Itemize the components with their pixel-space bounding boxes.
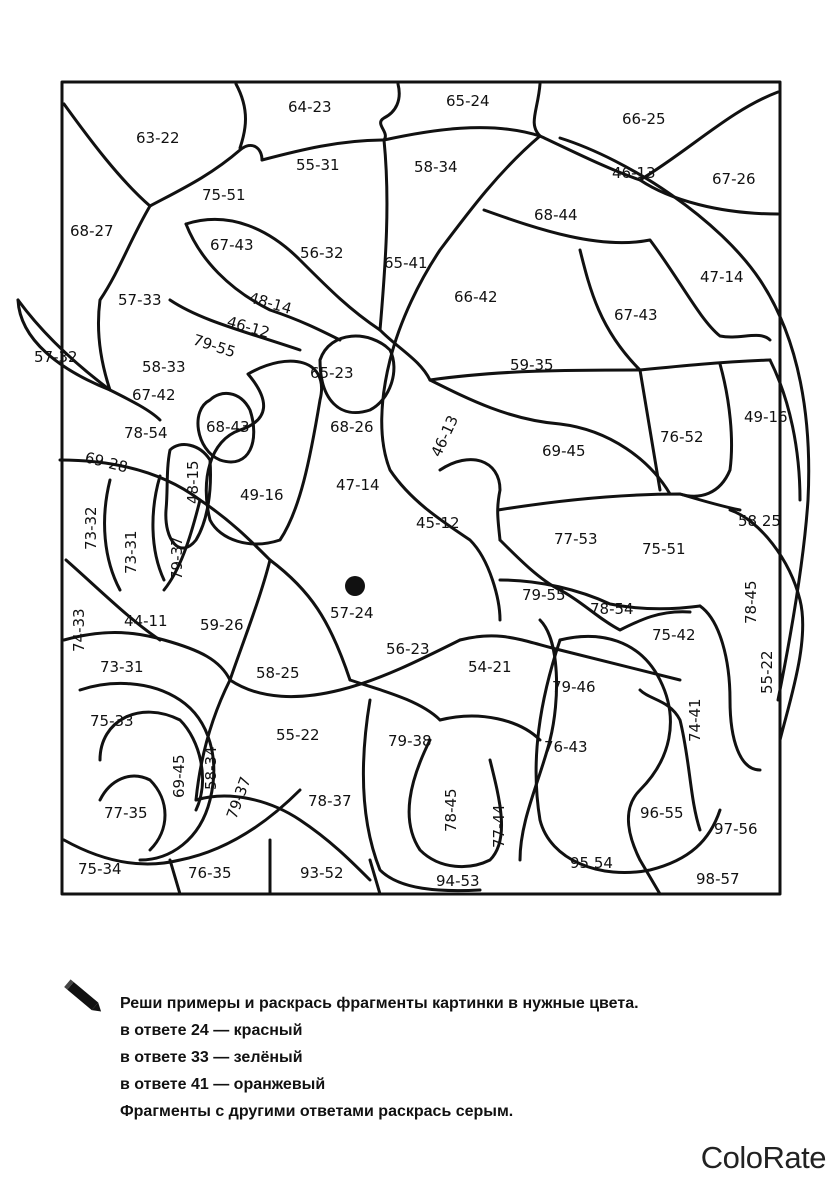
cell-label: 49-16 bbox=[744, 408, 788, 426]
cell-label: 73-32 bbox=[82, 506, 100, 550]
cell-label: 64-23 bbox=[288, 98, 332, 116]
cell-label: 66-25 bbox=[622, 110, 666, 128]
cell-label: 54-21 bbox=[468, 658, 512, 676]
cell-label: 45-12 bbox=[416, 514, 460, 532]
cell-label: 79-55 bbox=[522, 586, 566, 604]
cell-label: 79-46 bbox=[552, 678, 596, 696]
cell-label: 48-15 bbox=[184, 460, 202, 504]
cell-label: 57-32 bbox=[34, 348, 78, 366]
cell-label: 67-26 bbox=[712, 170, 756, 188]
cell-label: 65-23 bbox=[310, 364, 354, 382]
cell-label: 69-45 bbox=[170, 754, 188, 798]
cell-label: 68-43 bbox=[206, 418, 250, 436]
cell-label: 58 25 bbox=[738, 512, 781, 530]
cell-label: 55-31 bbox=[296, 156, 340, 174]
instruction-line: в ответе 41 — оранжевый bbox=[120, 1076, 326, 1093]
cell-label: 75-34 bbox=[78, 860, 122, 878]
cell-label: 68-27 bbox=[70, 222, 114, 240]
cell-label: 76-35 bbox=[188, 864, 232, 882]
cell-label: 48-14 bbox=[246, 288, 294, 318]
cell-label: 77-53 bbox=[554, 530, 598, 548]
cell-label: 77-35 bbox=[104, 804, 148, 822]
cell-label: 78-54 bbox=[590, 600, 634, 618]
cell-label: 69-28 bbox=[83, 448, 130, 477]
cell-label: 94-53 bbox=[436, 872, 480, 890]
cell-label: 56-23 bbox=[386, 640, 430, 658]
cell-label: 47-14 bbox=[700, 268, 744, 286]
cell-label: 58-34 bbox=[202, 746, 220, 790]
instruction-line: в ответе 33 — зелёный bbox=[120, 1049, 303, 1066]
cell-label: 78-45 bbox=[742, 580, 760, 624]
cell-label: 57-24 bbox=[330, 604, 374, 622]
cell-label: 96-55 bbox=[640, 804, 684, 822]
cell-label: 78-54 bbox=[124, 424, 168, 442]
cell-label: 55-22 bbox=[758, 650, 776, 694]
cell-label: 56-32 bbox=[300, 244, 344, 262]
cell-label: 79-55 bbox=[190, 330, 238, 362]
cell-label: 74-33 bbox=[70, 608, 88, 652]
pencil-icon bbox=[62, 975, 108, 1021]
cell-label: 59-26 bbox=[200, 616, 244, 634]
cell-label: 55-22 bbox=[276, 726, 320, 744]
cell-label: 98-57 bbox=[696, 870, 740, 888]
cell-label: 66-42 bbox=[454, 288, 498, 306]
instruction-lines bbox=[120, 990, 639, 1125]
cell-label: 95 54 bbox=[570, 854, 613, 872]
cell-label: 93-52 bbox=[300, 864, 344, 882]
cell-label: 75-42 bbox=[652, 626, 696, 644]
eye-dot bbox=[345, 576, 365, 596]
cell-label: 75-51 bbox=[202, 186, 246, 204]
cell-label: 57-33 bbox=[118, 291, 162, 309]
cell-label: 78-45 bbox=[442, 788, 460, 832]
cell-label: 46-13 bbox=[612, 164, 656, 182]
cell-label: 68-44 bbox=[534, 206, 578, 224]
cell-label: 49-16 bbox=[240, 486, 284, 504]
cell-label: 46-13 bbox=[427, 412, 463, 460]
instruction-line: Реши примеры и раскрась фрагменты картинки в нужные цвета. bbox=[120, 995, 639, 1012]
cell-label: 97-56 bbox=[714, 820, 758, 838]
cell-label: 75-33 bbox=[90, 712, 134, 730]
cell-label: 67-43 bbox=[210, 236, 254, 254]
cell-label: 79-38 bbox=[388, 732, 432, 750]
brand-logo: ColoRate bbox=[700, 1140, 826, 1175]
cell-label: 47-14 bbox=[336, 476, 380, 494]
cell-label: 65-24 bbox=[446, 92, 490, 110]
instruction-line: в ответе 24 — красный bbox=[120, 1022, 303, 1039]
cell-label: 46-12 bbox=[224, 312, 272, 342]
cell-label: 78-37 bbox=[308, 792, 352, 810]
cell-label: 76-52 bbox=[660, 428, 704, 446]
cell-label: 73-31 bbox=[122, 530, 140, 574]
cell-label: 44-11 bbox=[124, 612, 168, 630]
cell-label: 68-26 bbox=[330, 418, 374, 436]
cell-label: 67-42 bbox=[132, 386, 176, 404]
cell-label: 67-43 bbox=[614, 306, 658, 324]
cell-label: 65-41 bbox=[384, 254, 428, 272]
cell-label: 79-37 bbox=[222, 774, 255, 822]
cell-label: 73-31 bbox=[100, 658, 144, 676]
cell-label: 79-37 bbox=[168, 536, 186, 580]
cell-label: 74-41 bbox=[686, 698, 704, 742]
cell-label: 76-43 bbox=[544, 738, 588, 756]
cell-label: 58-25 bbox=[256, 664, 300, 682]
cell-label: 59-35 bbox=[510, 356, 554, 374]
cell-label: 63-22 bbox=[136, 129, 180, 147]
cell-label: 75-51 bbox=[642, 540, 686, 558]
cell-label: 69-45 bbox=[542, 442, 586, 460]
instruction-line: Фрагменты с другими ответами раскрась серым. bbox=[120, 1103, 514, 1120]
cell-label: 77-44 bbox=[490, 804, 508, 848]
cell-label: 58-34 bbox=[414, 158, 458, 176]
cell-label: 58-33 bbox=[142, 358, 186, 376]
